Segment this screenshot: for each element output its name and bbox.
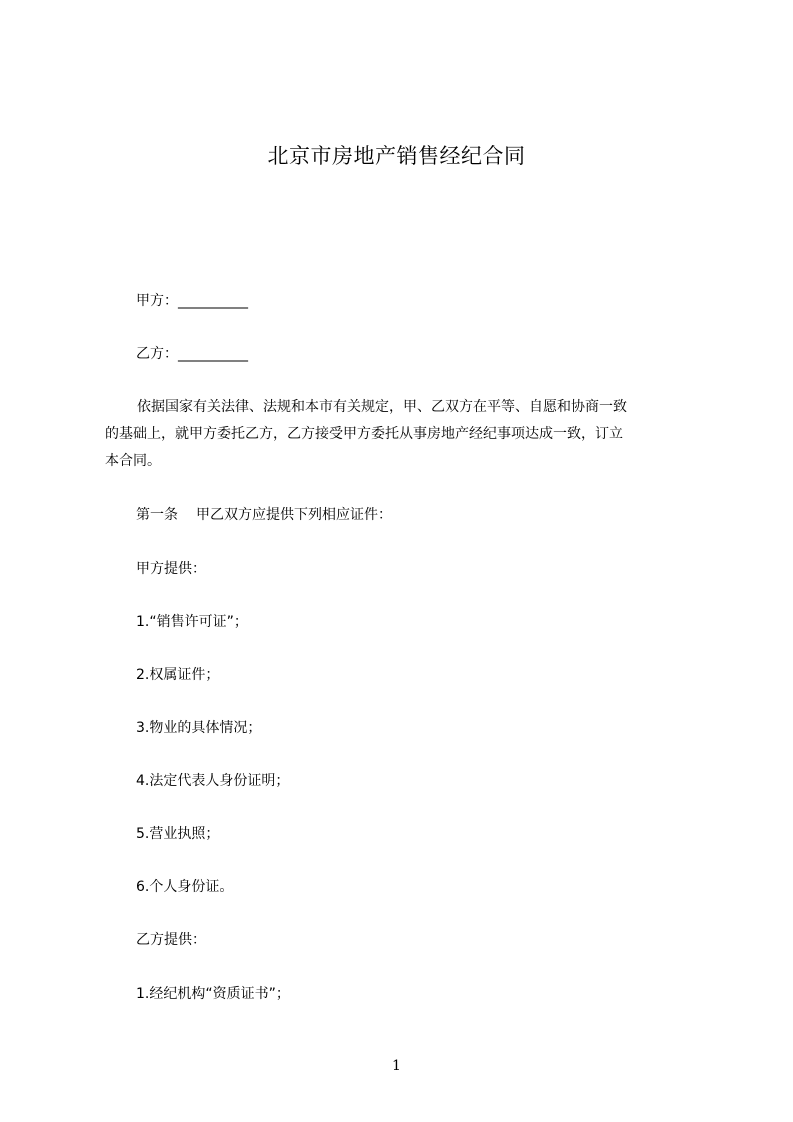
list-item: 1.经纪机构“资质证书”； xyxy=(136,986,290,1002)
party-a-field: 甲方：__________ xyxy=(136,293,248,309)
list-item: 5.营业执照； xyxy=(136,826,220,842)
list-item: 3.物业的具体情况； xyxy=(136,720,262,736)
list-item: 2.权属证件； xyxy=(136,667,220,683)
list-item: 1.“销售许可证”； xyxy=(136,614,248,630)
party-b-field: 乙方：__________ xyxy=(136,346,248,362)
article-1-text: 甲乙双方应提供下列相应证件： xyxy=(196,507,392,523)
document-title: 北京市房地产销售经纪合同 xyxy=(267,144,526,168)
preamble-line-1: 依据国家有关法律、法规和本市有关规定，甲、乙双方在平等、自愿和协商一致 xyxy=(137,399,627,415)
list-item: 6.个人身份证。 xyxy=(136,879,234,895)
party-a-provides-label: 甲方提供： xyxy=(136,561,206,577)
article-1-number: 第一条 xyxy=(136,507,178,523)
preamble-line-3: 本合同。 xyxy=(105,453,161,469)
article-1-heading xyxy=(136,505,392,525)
preamble-line-2: 的基础上，就甲方委托乙方，乙方接受甲方委托从事房地产经纪事项达成一致，订立 xyxy=(105,426,623,442)
list-item: 4.法定代表人身份证明； xyxy=(136,773,290,789)
page-number: 1 xyxy=(392,1058,401,1074)
party-b-provides-label: 乙方提供： xyxy=(136,932,206,948)
preamble-paragraph xyxy=(105,394,717,475)
